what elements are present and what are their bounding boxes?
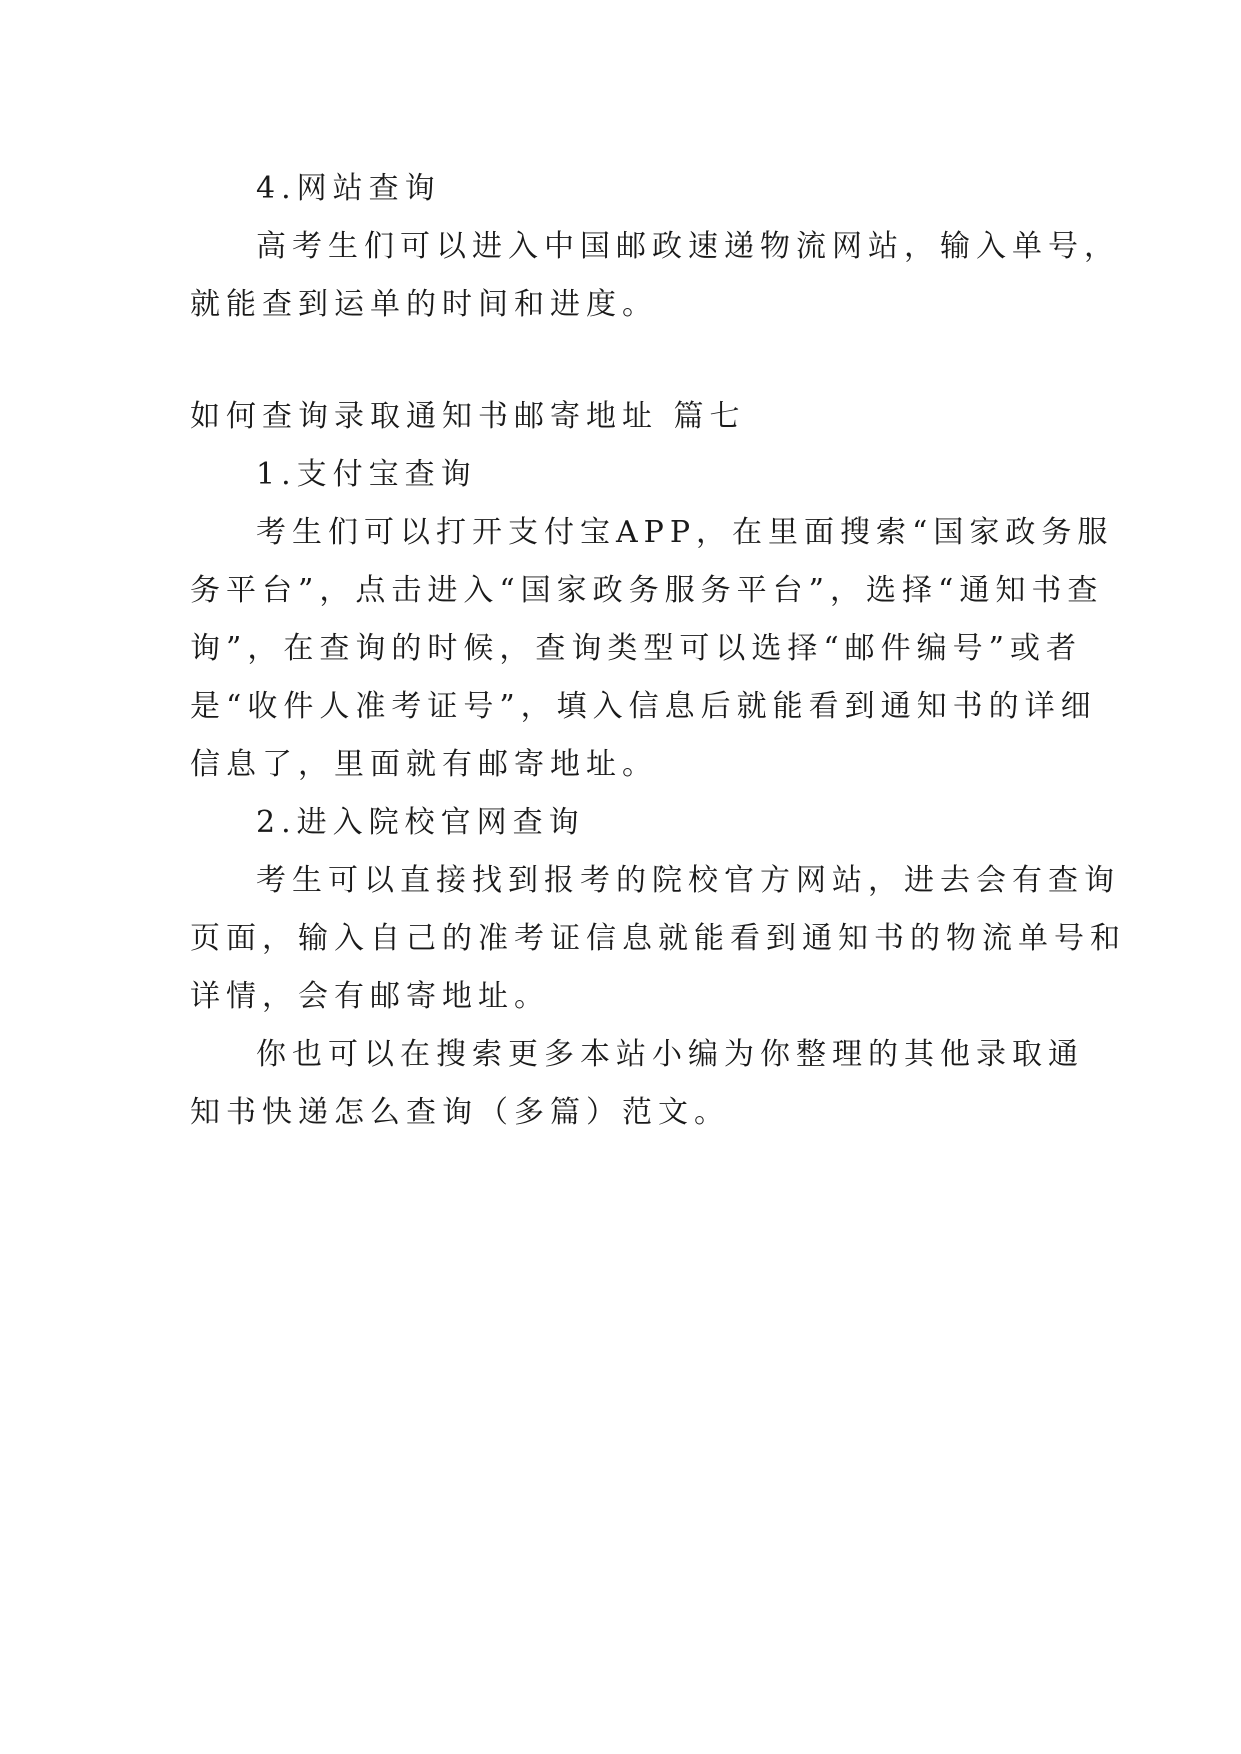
paragraph-school-site-query	[190, 852, 1126, 1026]
paragraph-line: 务平台”，点击进入“国家政务服务平台”，选择“通知书查	[190, 573, 1104, 608]
paragraph-line: 询”，在查询的时候，查询类型可以选择“邮件编号”或者	[190, 631, 1083, 666]
paragraph-line: 考生可以直接找到报考的院校官方网站，进去会有查询	[256, 863, 1120, 898]
paragraph-alipay-query	[190, 504, 1114, 794]
document-page	[190, 160, 1126, 1142]
section-heading-school-site-query: 2.进入院校官网查询	[256, 805, 585, 840]
paragraph-more-articles	[190, 1026, 1084, 1142]
paragraph-line: 知书快递怎么查询（多篇）范文。	[190, 1095, 730, 1130]
paragraph-line: 页面，输入自己的准考证信息就能看到通知书的物流单号和	[190, 921, 1126, 956]
section-heading-alipay-query: 1.支付宝查询	[256, 457, 477, 492]
paragraph-line: 信息了，里面就有邮寄地址。	[190, 747, 658, 782]
paragraph-line: 是“收件人准考证号”，填入信息后就能看到通知书的详细	[190, 689, 1097, 724]
paragraph-website-query	[190, 218, 1120, 334]
article-title: 如何查询录取通知书邮寄地址 篇七	[190, 399, 746, 434]
paragraph-line: 高考生们可以进入中国邮政速递物流网站，输入单号，	[256, 229, 1120, 264]
paragraph-line: 考生们可以打开支付宝APP，在里面搜索“国家政务服	[256, 515, 1114, 550]
paragraph-line: 你也可以在搜索更多本站小编为你整理的其他录取通	[256, 1037, 1084, 1072]
paragraph-line: 就能查到运单的时间和进度。	[190, 287, 658, 322]
section-heading-website-query: 4.网站查询	[256, 171, 441, 206]
paragraph-line: 详情，会有邮寄地址。	[190, 979, 550, 1014]
